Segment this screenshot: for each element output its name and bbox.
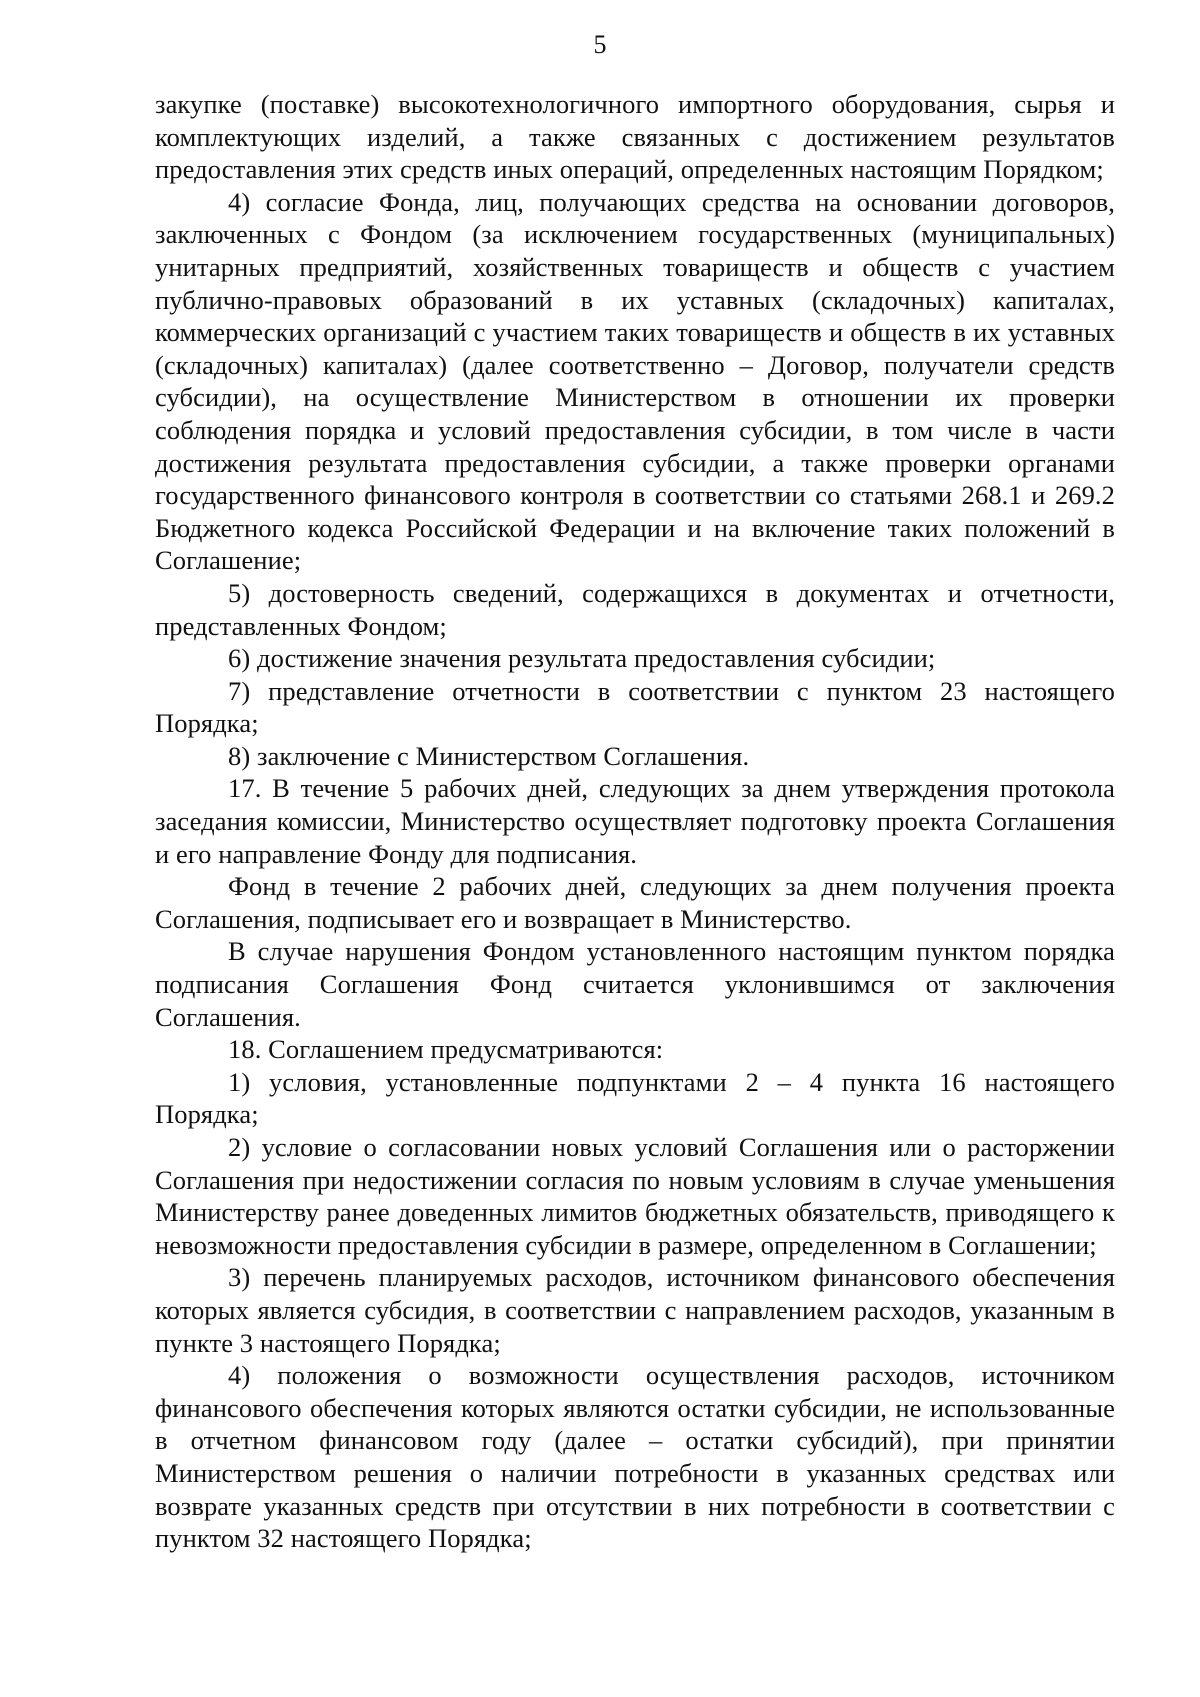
paragraph-clause-17: 17. В течение 5 рабочих дней, следующих за днем утверждения протокола заседания комиссии, Министерство осуществляет подготовку проекта Соглашения и его направление Фонду для подписания. xyxy=(155,773,1115,869)
page-number: 5 xyxy=(593,30,607,59)
paragraph-item-4: 4) согласие Фонда, лиц, получающих средства на основании договоров, заключенных с Фондом (за исключением государственных (муниципальных) унитарных предприятий, хозяйственных товариществ и обществ с участием публично-правовых образований в их уставных (складочных) капиталах, коммерческих организаций с участием таких товариществ и обществ в их уставных (складочных) капиталах) (далее соответственно – Договор, получатели средств субсидии), на осуществление Министерством в отношении их проверки соблюдения порядка и условий предоставления субсидии, в том числе в части достижения результата предоставления субсидии, а также проверки органами государственного финансового контроля в соответствии со статьями 268.1 и 269.2 Бюджетного кодекса Российской Федерации и на включение таких положений в Соглашение; xyxy=(155,186,1115,576)
paragraph-item-8: 8) заключение с Министерством Соглашения. xyxy=(228,740,750,771)
paragraph-clause-18-item-3: 3) перечень планируемых расходов, источником финансового обеспечения которых является субсидия, в соответствии с направлением расходов, указанным в пункте 3 настоящего Порядка; xyxy=(155,1262,1115,1358)
paragraph-clause-18: 18. Соглашением предусматриваются: xyxy=(228,1034,664,1065)
document-body xyxy=(155,88,1115,1555)
paragraph-clause-17-violation: В случае нарушения Фондом установленного настоящим пунктом порядка подписания Соглашения Фонд считается уклонившимся от заключения Соглашения. xyxy=(155,936,1115,1032)
paragraph-clause-17-signing: Фонд в течение 2 рабочих дней, следующих за днем получения проекта Соглашения, подписывает его и возвращает в Министерство. xyxy=(155,871,1115,934)
paragraph-clause-18-item-1: 1) условия, установленные подпунктами 2 – 4 пункта 16 настоящего Порядка; xyxy=(155,1066,1115,1130)
paragraph-clause-18-item-4: 4) положения о возможности осуществления расходов, источником финансового обеспечения которых являются остатки субсидии, не использованные в отчетном финансовом году (далее – остатки субсидий), при принятии Министерством решения о наличии потребности в указанных средствах или возврате указанных средств при отсутствии в них потребности в соответствии с пунктом 32 настоящего Порядка; xyxy=(155,1360,1115,1554)
paragraph-clause-18-item-2: 2) условие о согласовании новых условий Соглашения или о расторжении Соглашения при недостижении согласия по новым условиям в случае уменьшения Министерству ранее доведенных лимитов бюджетных обязательств, приводящего к невозможности предоставления субсидии в размере, определенном в Соглашении; xyxy=(155,1132,1115,1260)
paragraph-continuation: закупке (поставке) высокотехнологичного импортного оборудования, сырья и комплектующих изделий, а также связанных с достижением результатов предоставления этих средств иных операций, определенных настоящим Порядком; xyxy=(155,89,1115,185)
paragraph-item-6: 6) достижение значения результата предоставления субсидии; xyxy=(228,643,936,674)
paragraph-item-5: 5) достоверность сведений, содержащихся в документах и отчетности, представленных Фондом; xyxy=(155,577,1115,641)
paragraph-item-7: 7) представление отчетности в соответствии с пунктом 23 настоящего Порядка; xyxy=(155,675,1115,739)
